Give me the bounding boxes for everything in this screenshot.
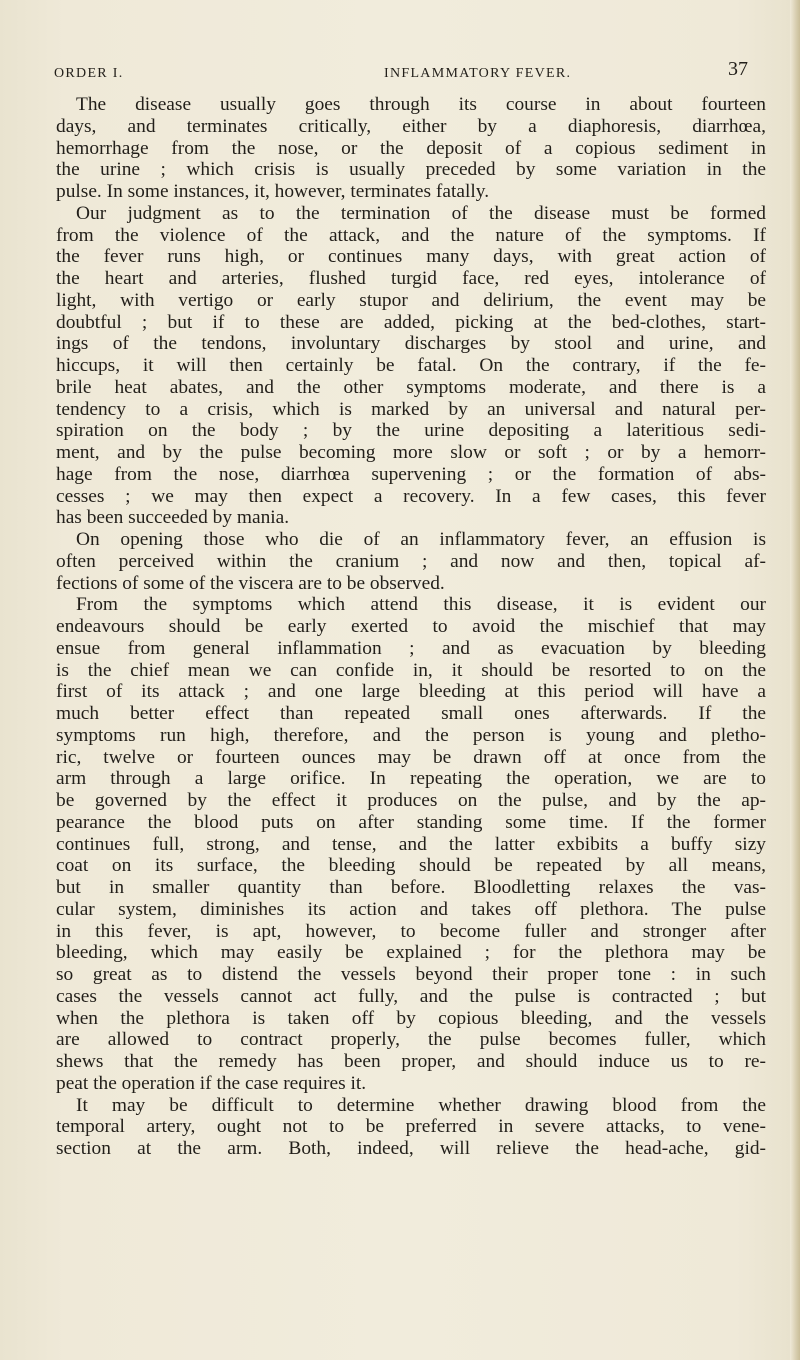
text-line: from the violence of the attack, and the nature of the symptoms. If <box>56 224 766 246</box>
text-line: coat on its surface, the bleeding should be repeated by all means, <box>56 855 766 877</box>
running-head <box>54 58 760 80</box>
text-line: ric, twelve or fourteen ounces may be drawn off at once from the <box>56 746 766 768</box>
text-line: the fever runs high, or continues many days, with great action of <box>56 246 766 268</box>
text-line: be governed by the effect it produces on the pulse, and by the ap- <box>56 790 766 811</box>
text-line: light, with vertigo or early stupor and delirium, the event may be <box>56 289 766 311</box>
text-line: when the plethora is taken off by copious bleeding, and the vessels <box>56 1007 766 1029</box>
text-line: is the chief mean we can confide in, it should be resorted to on the <box>56 659 766 681</box>
text-line: brile heat abates, and the other symptoms moderate, and there is a <box>56 376 766 398</box>
text-line: bleeding, which may easily be explained ; for the plethora may be <box>56 942 766 964</box>
page-number: 37 <box>728 58 748 80</box>
text-line: hiccups, it will then certainly be fatal. On the contrary, if the fe- <box>56 355 766 376</box>
text-line: endeavours should be early exerted to avoid the mischief that may <box>56 616 766 637</box>
text-line: so great as to distend the vessels beyond their proper tone : in such <box>56 964 766 985</box>
text-line: From the symptoms which attend this disease, it is evident our <box>76 594 766 616</box>
text-line: days, and terminates critically, either by a diaphoresis, diarrhœa, <box>56 115 766 137</box>
text-line: section at the arm. Both, indeed, will relieve the head-ache, gid- <box>56 1138 766 1159</box>
text-line: cular system, diminishes its action and takes off plethora. The pulse <box>56 898 766 920</box>
text-line: symptoms run high, therefore, and the person is young and pletho- <box>56 724 766 746</box>
text-line: It may be difficult to determine whether drawing blood from the <box>76 1094 766 1116</box>
text-line: temporal artery, ought not to be preferred in severe attacks, to vene- <box>56 1116 766 1138</box>
text-line: The disease usually goes through its course in about fourteen <box>76 94 766 115</box>
text-line: in this fever, is apt, however, to become fuller and stronger after <box>56 920 766 942</box>
running-head-title: INFLAMMATORY FEVER. <box>384 66 572 81</box>
page-edge <box>790 0 800 1360</box>
text-line: has been succeeded by mania. <box>56 507 290 529</box>
text-line: but in smaller quantity than before. Bloodletting relaxes the vas- <box>56 877 766 898</box>
text-line: pearance the blood puts on after standing some time. If the former <box>56 811 766 833</box>
text-line: first of its attack ; and one large bleeding at this period will have a <box>56 681 766 703</box>
text-line: hage from the nose, diarrhœa supervening ; or the formation of abs- <box>56 463 766 485</box>
text-line: shews that the remedy has been proper, and should induce us to re- <box>56 1051 766 1072</box>
text-line: ment, and by the pulse becoming more slow or soft ; or by a hemorr- <box>56 442 766 463</box>
text-line: spiration on the body ; by the urine depositing a lateritious sedi- <box>56 420 766 442</box>
text-line: continues full, strong, and tense, and the latter exbibits a buffy sizy <box>56 833 766 855</box>
running-head-order: ORDER I. <box>54 66 124 81</box>
body-text <box>56 94 766 1160</box>
text-line: the urine ; which crisis is usually preceded by some variation in the <box>56 159 766 181</box>
text-line: the heart and arteries, flushed turgid face, red eyes, intolerance of <box>56 268 766 289</box>
text-line: often perceived within the cranium ; and now and then, topical af- <box>56 550 766 572</box>
text-line: peat the operation if the case requires it. <box>56 1072 367 1094</box>
text-line: doubtful ; but if to these are added, picking at the bed-clothes, start- <box>56 311 766 333</box>
text-line: ings of the tendons, involuntary discharges by stool and urine, and <box>56 333 766 355</box>
text-line: are allowed to contract properly, the pulse becomes fuller, which <box>56 1029 766 1051</box>
text-line: pulse. In some instances, it, however, terminates fatally. <box>56 181 490 202</box>
text-line: On opening those who die of an inflammatory fever, an effusion is <box>76 529 766 550</box>
text-line: much better effect than repeated small ones afterwards. If the <box>56 703 766 724</box>
text-line: tendency to a crisis, which is marked by an universal and natural per- <box>56 398 766 420</box>
text-line: fections of some of the viscera are to be observed. <box>56 572 445 594</box>
text-line: hemorrhage from the nose, or the deposit of a copious sediment in <box>56 137 766 159</box>
text-line: cases the vessels cannot act fully, and the pulse is contracted ; but <box>56 985 766 1007</box>
text-line: ensue from general inflammation ; and as evacuation by bleeding <box>56 637 766 659</box>
text-line: cesses ; we may then expect a recovery. In a few cases, this fever <box>56 485 766 507</box>
text-line: Our judgment as to the termination of the disease must be formed <box>76 202 766 224</box>
text-line: arm through a large orifice. In repeating the operation, we are to <box>56 768 766 790</box>
